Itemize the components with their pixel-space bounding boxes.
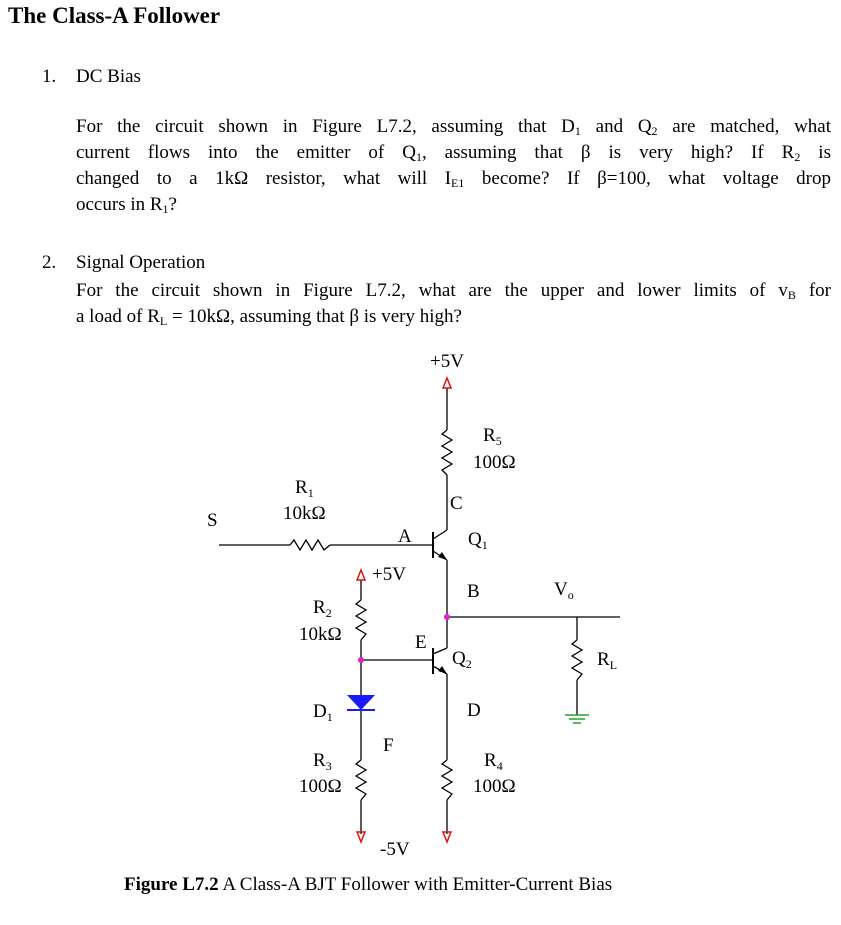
resistor-r1 <box>290 540 330 550</box>
section-2-number: 2. <box>42 252 57 273</box>
label-r3: $R_3$ <box>313 750 332 773</box>
label-node-a: A <box>398 526 412 547</box>
label-r4: $R_4$ <box>484 750 503 773</box>
label-r5: $R_5$ <box>483 425 502 448</box>
text-run: become? If β=100, what voltage drop <box>464 168 832 189</box>
label-r2-value: 10kΩ <box>299 624 342 645</box>
label-node-b: B <box>467 581 480 602</box>
section-1-number: 1. <box>42 66 57 87</box>
label-source: S <box>207 510 218 531</box>
junction-dot-base <box>358 657 364 663</box>
text-run: For the circuit shown in Figure L7.2, what are the upper and lower limits of v <box>76 280 788 301</box>
label-r5-value: 100Ω <box>473 452 516 473</box>
text-run: occurs in R <box>76 194 163 215</box>
q2-emitter-arrow <box>438 666 447 674</box>
label-supply-top: +5V <box>430 351 464 372</box>
supply-arrow-top <box>443 378 451 388</box>
label-node-c: C <box>450 493 463 514</box>
label-r1-value: 10kΩ <box>283 503 326 524</box>
ground-symbol <box>565 715 589 723</box>
subscript: 1 <box>415 150 422 164</box>
resistor-r2 <box>356 600 366 640</box>
resistor-r4 <box>442 760 452 800</box>
resistor-r5 <box>442 430 452 475</box>
resistor-rl <box>572 640 582 680</box>
label-vo: $V_o$ <box>554 579 574 602</box>
subscript: 2 <box>651 124 658 138</box>
text-run: changed to a 1kΩ resistor, what will I <box>76 168 452 189</box>
label-node-d: D <box>467 700 481 721</box>
label-node-f: F <box>383 735 394 756</box>
label-r3-value: 100Ω <box>299 776 342 797</box>
junction-dot-b <box>444 614 450 620</box>
subscript: 1 <box>574 124 581 138</box>
label-r2: $R_2$ <box>313 597 332 620</box>
figure-caption <box>124 874 612 896</box>
label-q1: $Q_1$ <box>468 529 488 552</box>
text-run: ? <box>168 194 177 215</box>
text-run: = 10kΩ, assuming that β is very high? <box>167 306 462 327</box>
subscript: E1 <box>451 176 465 190</box>
resistor-r3 <box>356 760 366 800</box>
supply-arrow-mid <box>357 570 365 580</box>
label-d1: $D_1$ <box>313 701 333 724</box>
label-rl: $R_L$ <box>597 649 618 672</box>
text-run: , assuming that β is very high? If R <box>421 142 795 163</box>
label-supply-mid: +5V <box>372 564 406 585</box>
text-run: for <box>795 280 831 301</box>
label-node-e: E <box>415 632 427 653</box>
text-run: and Q <box>580 116 652 137</box>
text-run: For the circuit shown in Figure L7.2, assuming that D <box>76 116 575 137</box>
section-2-heading: Signal Operation <box>76 252 206 273</box>
text-run: are matched, what <box>657 116 832 137</box>
subscript: B <box>787 288 796 302</box>
text-run: current flows into the emitter of Q <box>76 142 416 163</box>
figure-caption-text: A Class-A BJT Follower with Emitter-Current Bias <box>218 874 613 895</box>
subscript: 2 <box>794 150 801 164</box>
page-title: The Class-A Follower <box>8 3 221 28</box>
section-1-heading: DC Bias <box>76 66 141 87</box>
figure-caption-label: Figure L7.2 <box>124 874 219 895</box>
subscript: 1 <box>162 202 169 216</box>
text-run: is <box>800 142 831 163</box>
text-run: a load of R <box>76 306 160 327</box>
label-q2: $Q_2$ <box>452 648 472 671</box>
label-r1: $R_1$ <box>295 477 314 500</box>
diode-d1 <box>347 695 375 710</box>
q1-emitter-arrow <box>438 552 447 560</box>
label-supply-bottom: -5V <box>380 839 410 860</box>
label-r4-value: 100Ω <box>473 776 516 797</box>
subscript: L <box>159 314 168 328</box>
